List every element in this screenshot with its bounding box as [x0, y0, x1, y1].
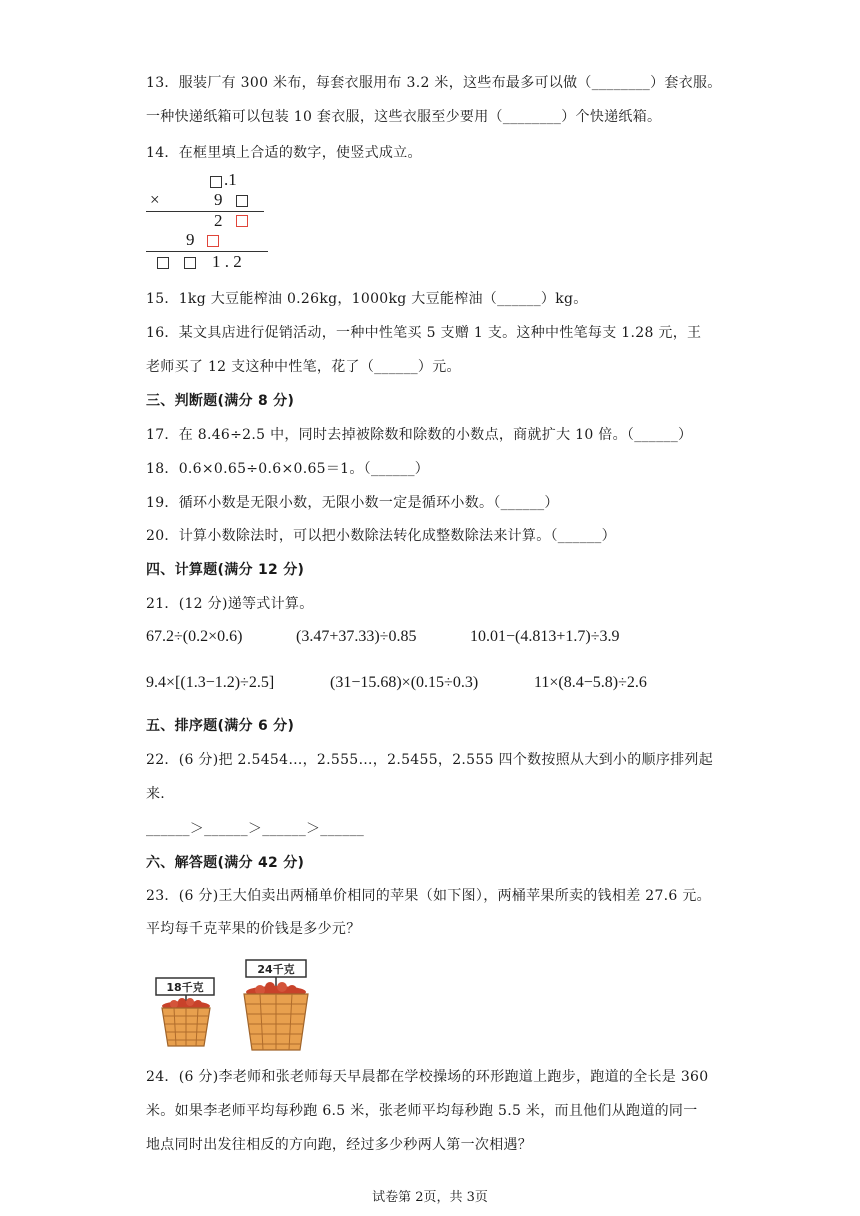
expression-prefix: 9.4×: [146, 674, 176, 691]
q22-blanks: ______＞______＞______＞______: [146, 821, 365, 837]
expression: 10.01−(4.813+1.7)÷3.9: [470, 628, 620, 645]
q24-line1: 24．(6 分)李老师和张老师每天早晨都在学校操场的环形跑道上跑步，跑道的全长是 360: [146, 1069, 709, 1085]
q24-line2: 米。如果李老师平均每秒跑 6.5 米，张老师平均每秒跑 5.5 米，而且他们从跑道的同一: [146, 1103, 698, 1119]
q22-line2: 来.: [146, 786, 166, 802]
q19-text: 19．循环小数是无限小数，无限小数一定是循环小数。（______）: [146, 495, 559, 511]
section-title: 五、排序题(满分 6 分): [146, 718, 295, 734]
basket-24kg: [244, 960, 308, 1050]
expression: [146, 674, 274, 692]
vm-row5-digits: 1 . 2: [212, 252, 242, 271]
red-blank-box: [236, 215, 248, 227]
blank-box: [184, 257, 196, 269]
expression: 67.2÷(0.2×0.6): [146, 628, 243, 645]
q15-text: 15．1kg 大豆能榨油 0.26kg，1000kg 大豆能榨油（______）kg。: [146, 291, 588, 307]
q23-line2: 平均每千克苹果的价钱是多少元？: [146, 921, 361, 937]
q24-line3: 地点同时出发往相反的方向跑，经过多少秒两人第一次相遇？: [146, 1137, 533, 1153]
blank-box: [236, 195, 248, 207]
q23-line1: 23．(6 分)王大伯卖出两桶单价相同的苹果（如下图），两桶苹果所卖的钱相差 27.6 元。: [146, 888, 711, 904]
expression: (31−15.68)×(0.15÷0.3): [330, 674, 479, 691]
expression: (3.47+37.33)÷0.85: [296, 628, 417, 645]
q20-text: 20．计算小数除法时，可以把小数除法转化成整数除法来计算。（______）: [146, 528, 616, 544]
left-bracket: [: [175, 674, 181, 691]
basket1-label: 18千克: [166, 981, 204, 994]
vm-row3-digit: 2: [214, 211, 223, 230]
q18-text: 18．0.6×0.65÷0.6×0.65＝1。（______）: [146, 461, 430, 477]
basket-18kg: [156, 978, 214, 1046]
q17-text: 17．在 8.46÷2.5 中，同时去掉被除数和除数的小数点，商就扩大 10 倍。（______）: [146, 427, 693, 443]
basket2-label: 24千克: [257, 963, 295, 976]
divider: [146, 251, 268, 252]
q14-text: 14．在框里填上合适的数字，使竖式成立。: [146, 145, 422, 161]
vm-row2-digit: 9: [214, 190, 223, 209]
red-blank-box: [207, 235, 219, 247]
q13-line1: 13．服装厂有 300 米布，每套衣服用布 3.2 米，这些布最多可以做（________）套衣服。: [146, 75, 722, 91]
vm-row4-digit: 9: [186, 230, 195, 249]
section-title: 四、计算题(满分 12 分): [146, 562, 305, 578]
blank-box: [210, 176, 222, 188]
expression: 11×(8.4−5.8)÷2.6: [534, 674, 647, 691]
q21-text: 21．(12 分)递等式计算。: [146, 596, 314, 612]
q22-line1: 22．(6 分)把 2.5454…，2.555…，2.5455，2.555 四个数按照从大到小的顺序排列起: [146, 752, 714, 768]
divider: [146, 211, 264, 212]
q16-line2: 老师买了 12 支这种中性笔，花了（______）元。: [146, 359, 461, 375]
apple-baskets-illustration: [148, 954, 328, 1054]
section-title: 三、判断题(满分 8 分): [146, 393, 295, 409]
q16-line1: 16．某文具店进行促销活动，一种中性笔买 5 支赠 1 支。这种中性笔每支 1.28 元，王: [146, 325, 702, 341]
page-footer: 试卷第 2页，共 3页: [372, 1190, 488, 1205]
right-bracket: ]: [268, 674, 275, 691]
times-sign: ×: [150, 190, 160, 209]
section-title: 六、解答题(满分 42 分): [146, 855, 305, 871]
q13-line2: 一种快递纸箱可以包装 10 套衣服，这些衣服至少要用（________）个快递纸箱。: [146, 109, 662, 125]
expression-inner: (1.3−1.2)÷2.5: [180, 674, 269, 691]
blank-box: [157, 257, 169, 269]
vm-row1-digits: .1: [224, 170, 237, 189]
